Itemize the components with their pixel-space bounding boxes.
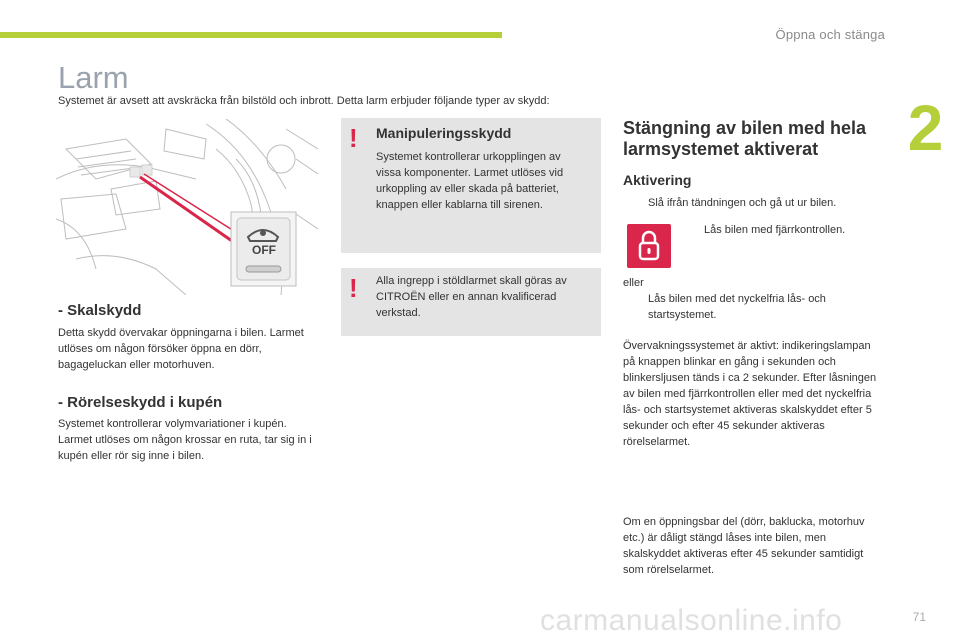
skalskydd-text: Detta skydd övervakar öppningarna i bilen. Larmet utlöses om någon försöker öppna en dörr, bagageluckan eller motorhuven. xyxy=(58,327,304,371)
lock-icon xyxy=(627,224,671,268)
header-accent-bar xyxy=(0,32,502,38)
open-part-paragraph: Om en öppningsbar del (dörr, baklucka, motorhuv etc.) är dåligt stängd låses inte bilen, men skalskyddet aktiveras efter 45 sekunder samtidigt som rörelselarmet. xyxy=(623,516,865,576)
eller-text: eller xyxy=(623,277,644,289)
section-title: Öppna och stänga xyxy=(775,27,885,42)
chapter-number: 2 xyxy=(907,92,944,164)
aktivering-heading: Aktivering xyxy=(623,172,692,188)
manipuleringsskydd-text: Systemet kontrollerar urkopplingen av vissa komponenter. Larmet utlöses vid urkoppling av eller skada på batteriet, knappen eller kablarna till sirenen. xyxy=(376,151,564,211)
monitoring-paragraph: Övervakningssystemet är aktivt: indikeringslampan på knappen blinkar en gång i sekunden och blinkersljusen tänds i ca 2 sekunder. Efter låsningen av bilen med fjärrkontrollen eller med det nyckelfria lås- och startsystemet aktiveras skalskyddet efter 5 sekunder och efter 45 sekunder aktiveras rörelselarmet. xyxy=(623,340,877,448)
dashboard-illustration xyxy=(56,119,318,295)
watermark: carmanualsonline.info xyxy=(540,604,843,637)
dashboard-drawing xyxy=(56,119,318,295)
step-lock-keyless: Lås bilen med det nyckelfria lås- och startsystemet. xyxy=(648,293,826,321)
service-note-text: Alla ingrepp i stöldlarmet skall göras av CITROËN eller en annan kvalificerad verkstad. xyxy=(376,275,567,319)
service-note-box xyxy=(341,268,601,336)
rorelseskydd-text: Systemet kontrollerar volymvariationer i kupén. Larmet utlöses om någon krossar en ruta, tar sig in i kupén eller rör sig inne i bilen. xyxy=(58,418,312,462)
page-title: Larm xyxy=(58,60,129,95)
off-button-label: OFF xyxy=(252,243,276,257)
manipuleringsskydd-heading: Manipuleringsskydd xyxy=(376,125,512,141)
rorelseskydd-heading: - Rörelseskydd i kupén xyxy=(58,394,223,411)
step-ignition-off: Slå ifrån tändningen och gå ut ur bilen. xyxy=(648,197,837,209)
warning-exclamation-icon: ! xyxy=(349,273,358,303)
step-lock-remote: Lås bilen med fjärrkontrollen. xyxy=(704,224,846,236)
intro-text: Systemet är avsett att avskräcka från bilstöld och inbrott. Detta larm erbjuder följande typer av skydd: xyxy=(58,95,550,107)
stangning-heading: Stängning av bilen med hela larmsystemet aktiverat xyxy=(623,118,867,159)
warning-exclamation-icon: ! xyxy=(349,123,358,153)
page-number: 71 xyxy=(912,610,926,624)
skalskydd-heading: - Skalskydd xyxy=(58,302,142,319)
manipuleringsskydd-box xyxy=(341,118,601,253)
